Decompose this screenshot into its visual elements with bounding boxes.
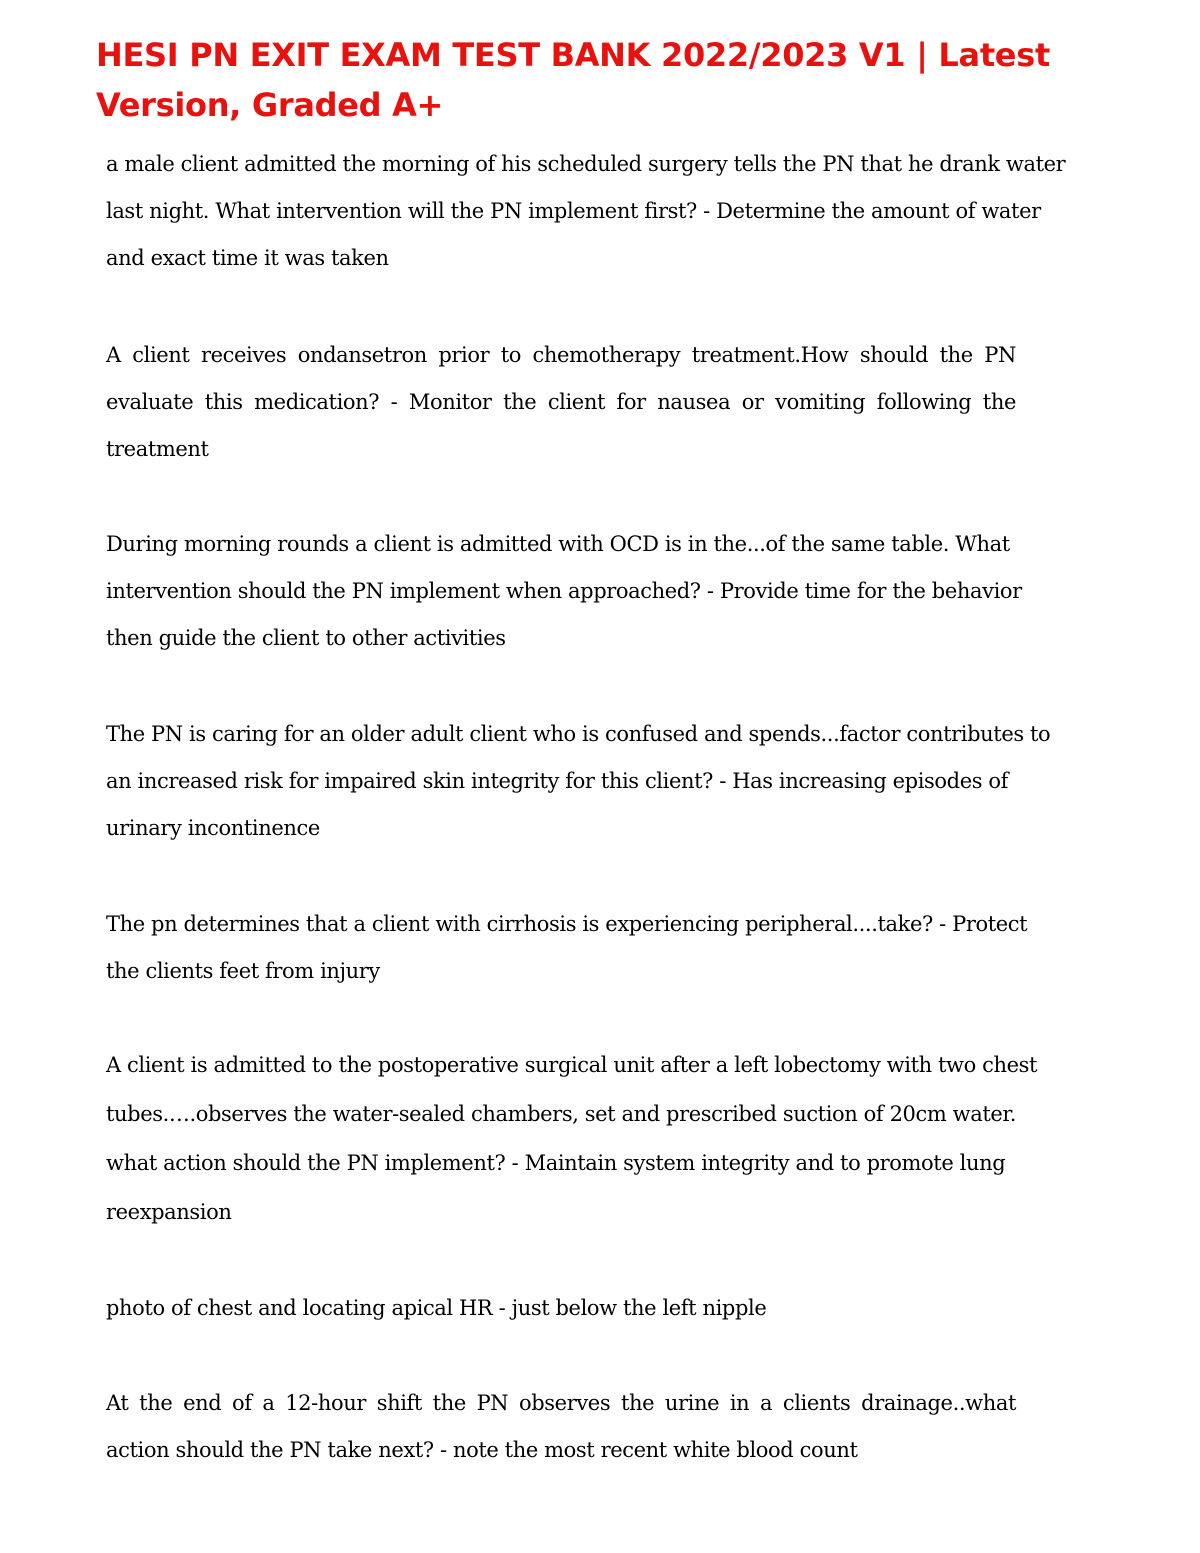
qa-item-1: a male client admitted the morning of his scheduled surgery tells the PN that he drank water last night. What intervention will the PN implement first? - Determine the amount of water and exact time it was taken [106, 152, 1066, 270]
qa-item-4: The PN is caring for an older adult client who is confused and spends...factor contributes to an increased risk for impaired skin integrity for this client? - Has increasing episodes of urinary incontinence [106, 722, 1051, 840]
qa-item-8: At the end of a 12-hour shift the PN observes the urine in a clients drainage..what action should the PN take next? - note the most recent white blood count [106, 1391, 1016, 1462]
document-title: HESI PN EXIT EXAM TEST BANK 2022/2023 V1 | Latest Version, Graded A+ [96, 36, 1050, 124]
qa-item-7: photo of chest and locating apical HR - just below the left nipple [106, 1296, 767, 1320]
qa-item-5: The pn determines that a client with cirrhosis is experiencing peripheral....take? - Protect the clients feet from injury [106, 912, 1028, 983]
qa-item-2: A client receives ondansetron prior to chemotherapy treatment.How should the PN evaluate this medication? - Monitor the client for nausea or vomiting following the treatment [106, 343, 1016, 461]
qa-item-6: A client is admitted to the postoperative surgical unit after a left lobectomy with two chest tubes.….observes the water-sealed chambers, set and prescribed suction of 20cm water. what action should the PN implement? - Maintain system integrity and to promote lung reexpansion [106, 1053, 1038, 1224]
qa-item-3: During morning rounds a client is admitted with OCD is in the...of the same table. What intervention should the PN implement when approached? - Provide time for the behavior then guide the client to other activities [106, 532, 1022, 650]
